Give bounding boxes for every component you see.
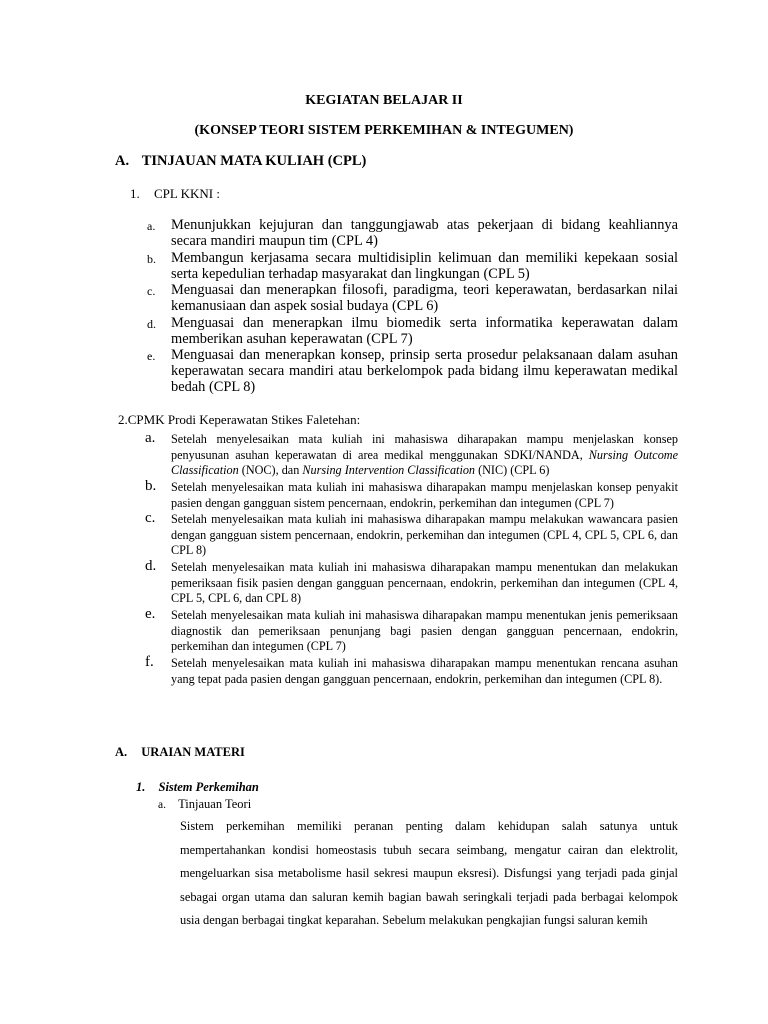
subsection-title: Sistem Perkemihan bbox=[158, 780, 259, 794]
cpl-item-text: Menunjukkan kejujuran dan tanggungjawab atas pekerjaan di bidang keahliannya secara mandiri maupun tim (CPL 4) bbox=[171, 217, 678, 249]
cpmk-heading: 2.CPMK Prodi Keperawatan Stikes Faletehan: bbox=[118, 412, 361, 427]
italic-term: Nursing Intervention Classification bbox=[302, 463, 476, 477]
list-marker: a. bbox=[158, 799, 166, 811]
section-title: URAIAN MATERI bbox=[141, 745, 245, 759]
cpl-item-text: Menguasai dan menerapkan filosofi, paradigma, teori keperawatan, berdasarkan nilai kemanusiaan dan aspek sosial budaya (CPL 6) bbox=[171, 282, 678, 314]
page-subtitle: (KONSEP TEORI SISTEM PERKEMIHAN & INTEGUMEN) bbox=[194, 123, 574, 138]
cpl-item-text: Menguasai dan menerapkan ilmu biomedik serta informatika keperawatan dalam memberikan asuhan keperawatan (CPL 7) bbox=[171, 315, 678, 347]
cpmk-item-text: Setelah menyelesaikan mata kuliah ini mahasiswa diharapakan mampu menentukan dan melakukan pemeriksaan fisik pasien dengan gangguan pencernaan, endokrin, perkemihan dan integumen (CPL 4, CPL 5, CPL 6, dan CPL 8) bbox=[171, 560, 678, 605]
cpmk-item-text: Setelah menyelesaikan mata kuliah ini mahasiswa diharapakan mampu melakukan wawancara pasien dengan gangguan sistem pencernaan, endokrin, perkemihan dan integumen (CPL 4, CPL 5, CPL 6, dan CPL 8) bbox=[171, 512, 678, 557]
list-marker: f. bbox=[145, 654, 154, 670]
list-marker: c. bbox=[145, 510, 156, 526]
cpl-item-text: Membangun kerjasama secara multidisiplin kelimuan dan memiliki kepekaan sosial serta kepedulian terhadap masyarakat dan lingkungan (CPL 5) bbox=[171, 250, 678, 282]
list-marker: 1. bbox=[130, 186, 140, 201]
list-marker: e. bbox=[147, 349, 156, 363]
section-heading-uraian bbox=[115, 745, 245, 760]
cpmk-item-text: Setelah menyelesaikan mata kuliah ini mahasiswa diharapakan mampu menjelaskan konsep penyakit pasien dengan gangguan sistem pencernaan, endokrin, perkemihan dan integumen (CPL 7) bbox=[171, 480, 678, 510]
italic-term: Nursing Outcome Classification bbox=[171, 447, 679, 477]
text-run: Setelah menyelesaikan mata kuliah ini mahasiswa diharapakan mampu menjelaskan konsep penyusunan asuhan keperawatan di area medikal menggunakan SDKI/NANDA, bbox=[171, 432, 678, 462]
cpl-item-text: Menguasai dan menerapkan konsep, prinsip serta prosedur pelaksanaan dalam asuhan keperawatan secara mandiri atau berkelompok pada bidang ilmu keperawatan medikal bedah (CPL 8) bbox=[171, 347, 678, 395]
cpmk-item-text bbox=[171, 432, 678, 479]
text-run: (NOC), dan bbox=[238, 463, 303, 477]
section-heading-tinjauan bbox=[115, 153, 366, 170]
cpl-kkni-heading bbox=[130, 186, 220, 202]
section-title: TINJAUAN MATA KULIAH (CPL) bbox=[141, 153, 367, 169]
cpmk-item-text: Setelah menyelesaikan mata kuliah ini mahasiswa diharapakan mampu menentukan rencana asuhan yang tepat pada pasien dengan gangguan pencernaan, endokrin, perkemihan dan integumen (CPL 8). bbox=[171, 656, 678, 686]
subsection-marker: 1. bbox=[136, 780, 146, 794]
list-marker: b. bbox=[147, 252, 156, 266]
cpl-kkni-label: CPL KKNI : bbox=[154, 186, 220, 201]
page-title: KEGIATAN BELAJAR II bbox=[305, 93, 463, 108]
list-marker: a. bbox=[145, 430, 156, 446]
list-marker: d. bbox=[145, 558, 157, 574]
body-paragraph: Sistem perkemihan memiliki peranan penting dalam kehidupan salah satunya untuk mempertahankan kondisi homeostasis tubuh secara seimbang, mengatur cairan dan elektrolit, mengeluarkan sisa metabolisme hasil sekresi maupun eksresi). Disfungsi yang terjadi pada ginjal sebagai organ utama dan saluran kemih bagian bawah seringkali terjadi pada berbagai kelompok usia dengan berbagai tingkat keparahan. Sebelum melakukan pengkajian fungsi saluran kemih bbox=[180, 819, 678, 927]
list-marker: d. bbox=[147, 317, 156, 331]
sub-heading-title: Tinjauan Teori bbox=[178, 797, 252, 811]
list-marker: b. bbox=[145, 478, 157, 494]
list-marker: a. bbox=[147, 219, 156, 233]
subsection-heading bbox=[136, 780, 259, 795]
section-marker: A. bbox=[115, 153, 130, 169]
sub-heading-tinjauan-teori bbox=[158, 797, 251, 812]
list-marker: e. bbox=[145, 606, 156, 622]
list-marker: c. bbox=[147, 284, 156, 298]
cpmk-item-text: Setelah menyelesaikan mata kuliah ini mahasiswa diharapakan mampu menentukan jenis pemeriksaan diagnostik dan pemeriksaan penunjang bagi pasien dengan gangguan pencernaan, endokrin, perkemihan dan integumen (CPL 7) bbox=[171, 608, 678, 653]
section-marker: A. bbox=[115, 745, 128, 759]
text-run: (NIC) (CPL 6) bbox=[475, 463, 550, 477]
